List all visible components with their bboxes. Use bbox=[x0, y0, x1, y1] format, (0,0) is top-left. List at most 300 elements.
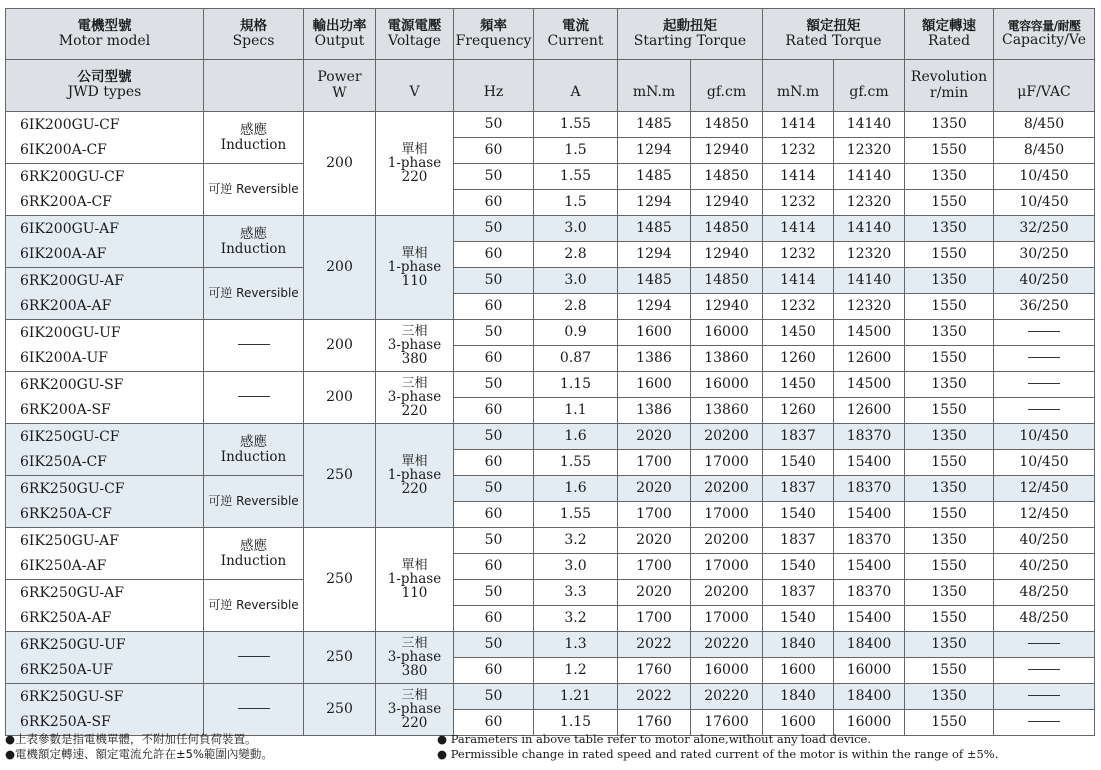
dash-mark bbox=[238, 396, 270, 397]
model-number: 6RK250A-SF bbox=[20, 713, 111, 730]
model-number: 6IK200GU-UF bbox=[20, 324, 121, 341]
motor-type-en: Induction bbox=[220, 240, 287, 257]
voltage-cell bbox=[376, 112, 454, 216]
voltage-zh: 三相 bbox=[401, 375, 428, 391]
starting-torque-mnm-cell: 1294 bbox=[618, 138, 691, 164]
rated-torque-mnm-cell: 1540 bbox=[763, 450, 834, 476]
header-frequency-unit: Hz bbox=[454, 60, 534, 112]
current-cell: 3.0 bbox=[534, 216, 618, 242]
current-cell: 1.6 bbox=[534, 476, 618, 502]
model-cell bbox=[6, 372, 204, 424]
voltage-zh: 三相 bbox=[401, 687, 428, 703]
rated-torque-gfcm-cell: 18370 bbox=[834, 580, 905, 606]
rated-torque-mnm-cell: 1232 bbox=[763, 190, 834, 216]
rated-speed-cell: 1550 bbox=[905, 554, 994, 580]
rated-torque-gfcm-cell: 12320 bbox=[834, 242, 905, 268]
model-number: 6IK200A-AF bbox=[20, 245, 107, 262]
starting-torque-gfcm-cell: 20200 bbox=[691, 424, 763, 450]
output-power-cell: 200 bbox=[304, 320, 376, 372]
voltage-cell bbox=[376, 216, 454, 320]
voltage-v: 220 bbox=[401, 168, 428, 185]
model-number: 6RK200GU-SF bbox=[20, 376, 124, 393]
frequency-cell: 50 bbox=[454, 268, 534, 294]
current-cell: 0.87 bbox=[534, 346, 618, 372]
starting-torque-gfcm-cell: 12940 bbox=[691, 138, 763, 164]
note-en-2: ● Permissible change in rated speed and rated current of the motor is within the range of ±5%. bbox=[437, 747, 999, 761]
starting-torque-mnm-cell: 1600 bbox=[618, 320, 691, 346]
rated-torque-gfcm-cell: 14500 bbox=[834, 372, 905, 398]
rated-torque-mnm-cell: 1414 bbox=[763, 112, 834, 138]
motor-type-en: Induction bbox=[220, 448, 287, 465]
rated-speed-cell: 1350 bbox=[905, 476, 994, 502]
current-cell: 1.21 bbox=[534, 684, 618, 710]
capacitor-cell bbox=[994, 710, 1095, 736]
rated-torque-mnm-cell: 1540 bbox=[763, 502, 834, 528]
output-power-cell: 200 bbox=[304, 216, 376, 320]
header-output: 輸出功率 Output bbox=[304, 9, 376, 60]
rated-torque-gfcm-cell: 18370 bbox=[834, 528, 905, 554]
output-power-cell: 250 bbox=[304, 632, 376, 684]
rated-torque-gfcm-cell: 18400 bbox=[834, 632, 905, 658]
capacitor-cell: 40/250 bbox=[994, 268, 1095, 294]
voltage-v: 380 bbox=[401, 662, 428, 679]
note-zh-2: ●電機額定轉速、額定電流允許在±5%範圍內變動。 bbox=[5, 747, 273, 761]
model-cell bbox=[6, 216, 204, 268]
model-number: 6IK250GU-CF bbox=[20, 428, 120, 445]
voltage-zh: 單相 bbox=[401, 245, 428, 261]
current-cell: 1.55 bbox=[534, 112, 618, 138]
table-row bbox=[6, 320, 1095, 346]
note-en-1: ● Parameters in above table refer to motor alone,without any load device. bbox=[437, 732, 871, 746]
current-cell: 2.8 bbox=[534, 242, 618, 268]
rated-torque-mnm-cell: 1840 bbox=[763, 684, 834, 710]
voltage-zh: 單相 bbox=[401, 141, 428, 157]
header-capacitor-unit: μF/VAC bbox=[994, 60, 1095, 112]
model-number: 6RK250A-UF bbox=[20, 661, 113, 678]
rated-torque-mnm-cell: 1232 bbox=[763, 242, 834, 268]
voltage-en: 1-phase bbox=[387, 467, 442, 484]
header-specs: 規格 Specs bbox=[204, 9, 304, 60]
rated-torque-gfcm-cell: 18400 bbox=[834, 684, 905, 710]
model-cell bbox=[6, 528, 204, 580]
model-number: 6RK250GU-AF bbox=[20, 584, 124, 601]
current-cell: 0.9 bbox=[534, 320, 618, 346]
starting-torque-gfcm-cell: 17000 bbox=[691, 554, 763, 580]
rated-torque-mnm-cell: 1232 bbox=[763, 294, 834, 320]
starting-torque-gfcm-cell: 14850 bbox=[691, 164, 763, 190]
current-cell: 3.3 bbox=[534, 580, 618, 606]
rated-torque-mnm-cell: 1260 bbox=[763, 398, 834, 424]
rated-torque-gfcm-cell: 12600 bbox=[834, 346, 905, 372]
capacitor-cell bbox=[994, 398, 1095, 424]
current-cell: 1.55 bbox=[534, 502, 618, 528]
rated-torque-mnm-cell: 1414 bbox=[763, 216, 834, 242]
starting-torque-gfcm-cell: 12940 bbox=[691, 242, 763, 268]
current-cell: 3.2 bbox=[534, 606, 618, 632]
starting-torque-mnm-cell: 1760 bbox=[618, 710, 691, 736]
rated-speed-cell: 1350 bbox=[905, 684, 994, 710]
rated-torque-gfcm-cell: 15400 bbox=[834, 450, 905, 476]
capacitor-cell: 8/450 bbox=[994, 138, 1095, 164]
dash-mark bbox=[1028, 357, 1060, 358]
frequency-cell: 60 bbox=[454, 450, 534, 476]
model-number: 6RK200GU-CF bbox=[20, 168, 125, 185]
rated-speed-cell: 1350 bbox=[905, 424, 994, 450]
voltage-en: 1-phase bbox=[387, 155, 442, 172]
note-zh-1: ●上表參數是指電機單體，不附加任何負荷裝置。 bbox=[5, 732, 257, 746]
frequency-cell: 60 bbox=[454, 138, 534, 164]
model-cell bbox=[6, 580, 204, 632]
starting-torque-mnm-cell: 1386 bbox=[618, 346, 691, 372]
voltage-en: 1-phase bbox=[387, 259, 442, 276]
capacitor-cell: 10/450 bbox=[994, 424, 1095, 450]
table-row bbox=[6, 112, 1095, 138]
frequency-cell: 50 bbox=[454, 164, 534, 190]
capacitor-cell: 8/450 bbox=[994, 112, 1095, 138]
starting-torque-gfcm-cell: 16000 bbox=[691, 658, 763, 684]
motor-type-cell bbox=[204, 632, 304, 684]
rated-speed-cell: 1550 bbox=[905, 138, 994, 164]
current-cell: 1.15 bbox=[534, 710, 618, 736]
rated-torque-mnm-cell: 1232 bbox=[763, 138, 834, 164]
header-rated-torque: 額定扭矩 Rated Torque bbox=[763, 9, 905, 60]
starting-torque-mnm-cell: 2022 bbox=[618, 632, 691, 658]
motor-type-cell bbox=[204, 268, 304, 320]
table-row bbox=[6, 164, 1095, 190]
rated-torque-mnm-cell: 1450 bbox=[763, 372, 834, 398]
header-frequency: 頻率 Frequency bbox=[454, 9, 534, 60]
motor-type-cell bbox=[204, 684, 304, 736]
rated-speed-cell: 1350 bbox=[905, 268, 994, 294]
current-cell: 3.0 bbox=[534, 554, 618, 580]
starting-torque-mnm-cell: 2020 bbox=[618, 528, 691, 554]
model-number: 6RK200GU-AF bbox=[20, 272, 124, 289]
rated-speed-cell: 1350 bbox=[905, 216, 994, 242]
dash-mark bbox=[1028, 331, 1060, 332]
header-starting-torque: 起動扭矩 Starting Torque bbox=[618, 9, 763, 60]
rated-speed-cell: 1550 bbox=[905, 346, 994, 372]
motor-type-label: 可逆 Reversible bbox=[208, 181, 299, 196]
current-cell: 1.5 bbox=[534, 190, 618, 216]
motor-type-zh: 感應 bbox=[240, 433, 267, 450]
starting-torque-mnm-cell: 1700 bbox=[618, 554, 691, 580]
voltage-en: 3-phase bbox=[387, 337, 442, 354]
motor-type-cell bbox=[204, 476, 304, 528]
model-cell bbox=[6, 684, 204, 736]
voltage-v: 220 bbox=[401, 402, 428, 419]
starting-torque-gfcm-cell: 20200 bbox=[691, 476, 763, 502]
rated-torque-mnm-cell: 1414 bbox=[763, 164, 834, 190]
model-number: 6IK250A-AF bbox=[20, 557, 107, 574]
output-power-cell: 250 bbox=[304, 528, 376, 632]
output-power-cell: 250 bbox=[304, 424, 376, 528]
dash-mark bbox=[1028, 695, 1060, 696]
starting-torque-mnm-cell: 1294 bbox=[618, 190, 691, 216]
rated-speed-cell: 1350 bbox=[905, 528, 994, 554]
table-body bbox=[6, 112, 1095, 736]
motor-type-label: 可逆 Reversible bbox=[208, 285, 299, 300]
motor-type-zh: 感應 bbox=[240, 121, 267, 138]
voltage-cell bbox=[376, 632, 454, 684]
dash-mark bbox=[238, 344, 270, 345]
motor-type-cell bbox=[204, 528, 304, 580]
starting-torque-mnm-cell: 1485 bbox=[618, 268, 691, 294]
voltage-zh: 三相 bbox=[401, 635, 428, 651]
dash-mark bbox=[238, 708, 270, 709]
model-cell bbox=[6, 320, 204, 372]
frequency-cell: 50 bbox=[454, 684, 534, 710]
table-row bbox=[6, 632, 1095, 658]
motor-spec-table bbox=[5, 8, 1095, 736]
voltage-cell bbox=[376, 528, 454, 632]
rated-torque-gfcm-cell: 15400 bbox=[834, 502, 905, 528]
model-number: 6IK200GU-CF bbox=[20, 116, 120, 133]
rated-speed-cell: 1550 bbox=[905, 294, 994, 320]
rated-torque-mnm-cell: 1260 bbox=[763, 346, 834, 372]
model-cell bbox=[6, 164, 204, 216]
header-current: 電流 Current bbox=[534, 9, 618, 60]
rated-torque-gfcm-cell: 12320 bbox=[834, 294, 905, 320]
starting-torque-mnm-cell: 1760 bbox=[618, 658, 691, 684]
starting-torque-mnm-cell: 1485 bbox=[618, 216, 691, 242]
header-specs-blank bbox=[204, 60, 304, 112]
starting-torque-gfcm-cell: 13860 bbox=[691, 346, 763, 372]
capacitor-cell: 12/450 bbox=[994, 502, 1095, 528]
frequency-cell: 60 bbox=[454, 658, 534, 684]
motor-type-en: Induction bbox=[220, 552, 287, 569]
starting-torque-mnm-cell: 1485 bbox=[618, 164, 691, 190]
motor-type-cell bbox=[204, 112, 304, 164]
rated-torque-gfcm-cell: 14500 bbox=[834, 320, 905, 346]
motor-type-cell bbox=[204, 216, 304, 268]
frequency-cell: 60 bbox=[454, 346, 534, 372]
header-starting-torque-gfcm: gf.cm bbox=[691, 60, 763, 112]
model-number: 6IK250A-CF bbox=[20, 453, 107, 470]
current-cell: 1.55 bbox=[534, 450, 618, 476]
header-rated-torque-mnm: mN.m bbox=[763, 60, 834, 112]
dash-mark bbox=[238, 656, 270, 657]
current-cell: 3.2 bbox=[534, 528, 618, 554]
current-cell: 1.3 bbox=[534, 632, 618, 658]
motor-type-cell bbox=[204, 320, 304, 372]
starting-torque-gfcm-cell: 17000 bbox=[691, 502, 763, 528]
motor-type-en: Induction bbox=[220, 136, 287, 153]
header-starting-torque-mnm: mN.m bbox=[618, 60, 691, 112]
voltage-en: 3-phase bbox=[387, 701, 442, 718]
capacitor-cell: 40/250 bbox=[994, 528, 1095, 554]
starting-torque-mnm-cell: 1700 bbox=[618, 502, 691, 528]
header-current-unit: A bbox=[534, 60, 618, 112]
rated-speed-cell: 1350 bbox=[905, 632, 994, 658]
starting-torque-mnm-cell: 1294 bbox=[618, 294, 691, 320]
rated-speed-cell: 1550 bbox=[905, 606, 994, 632]
header-voltage-unit: V bbox=[376, 60, 454, 112]
header-rated-speed-unit: Revolution r/min bbox=[905, 60, 994, 112]
rated-torque-gfcm-cell: 14140 bbox=[834, 216, 905, 242]
starting-torque-mnm-cell: 1700 bbox=[618, 606, 691, 632]
voltage-en: 3-phase bbox=[387, 389, 442, 406]
header-voltage: 電源電壓 Voltage bbox=[376, 9, 454, 60]
starting-torque-gfcm-cell: 14850 bbox=[691, 268, 763, 294]
table-row bbox=[6, 528, 1095, 554]
output-power-cell: 200 bbox=[304, 112, 376, 216]
frequency-cell: 50 bbox=[454, 424, 534, 450]
starting-torque-mnm-cell: 1485 bbox=[618, 112, 691, 138]
output-power-cell: 250 bbox=[304, 684, 376, 736]
frequency-cell: 50 bbox=[454, 112, 534, 138]
rated-torque-gfcm-cell: 14140 bbox=[834, 268, 905, 294]
starting-torque-gfcm-cell: 20220 bbox=[691, 632, 763, 658]
rated-speed-cell: 1550 bbox=[905, 658, 994, 684]
table-header bbox=[6, 9, 1095, 112]
table-row bbox=[6, 684, 1095, 710]
rated-speed-cell: 1550 bbox=[905, 502, 994, 528]
model-number: 6IK250GU-AF bbox=[20, 532, 119, 549]
motor-type-cell bbox=[204, 372, 304, 424]
frequency-cell: 50 bbox=[454, 476, 534, 502]
rated-torque-mnm-cell: 1540 bbox=[763, 606, 834, 632]
model-cell bbox=[6, 476, 204, 528]
frequency-cell: 50 bbox=[454, 320, 534, 346]
rated-torque-gfcm-cell: 15400 bbox=[834, 554, 905, 580]
rated-torque-gfcm-cell: 12320 bbox=[834, 138, 905, 164]
starting-torque-mnm-cell: 2020 bbox=[618, 580, 691, 606]
starting-torque-gfcm-cell: 13860 bbox=[691, 398, 763, 424]
rated-torque-mnm-cell: 1450 bbox=[763, 320, 834, 346]
starting-torque-mnm-cell: 1386 bbox=[618, 398, 691, 424]
starting-torque-mnm-cell: 2020 bbox=[618, 424, 691, 450]
voltage-cell bbox=[376, 424, 454, 528]
rated-torque-gfcm-cell: 14140 bbox=[834, 164, 905, 190]
dash-mark bbox=[1028, 383, 1060, 384]
starting-torque-gfcm-cell: 20220 bbox=[691, 684, 763, 710]
rated-torque-mnm-cell: 1840 bbox=[763, 632, 834, 658]
voltage-zh: 三相 bbox=[401, 323, 428, 339]
rated-speed-cell: 1350 bbox=[905, 112, 994, 138]
header-capacitor: 電容容量/耐壓 Capacity/Ve bbox=[994, 9, 1095, 60]
model-number: 6RK200A-CF bbox=[20, 193, 112, 210]
starting-torque-gfcm-cell: 17000 bbox=[691, 450, 763, 476]
rated-torque-gfcm-cell: 12600 bbox=[834, 398, 905, 424]
rated-torque-mnm-cell: 1414 bbox=[763, 268, 834, 294]
voltage-en: 1-phase bbox=[387, 571, 442, 588]
starting-torque-gfcm-cell: 16000 bbox=[691, 320, 763, 346]
frequency-cell: 60 bbox=[454, 554, 534, 580]
voltage-zh: 單相 bbox=[401, 557, 428, 573]
model-number: 6RK200A-AF bbox=[20, 297, 112, 314]
frequency-cell: 60 bbox=[454, 606, 534, 632]
header-rated-speed: 額定轉速 Rated bbox=[905, 9, 994, 60]
starting-torque-gfcm-cell: 16000 bbox=[691, 372, 763, 398]
model-number: 6IK200A-UF bbox=[20, 349, 108, 366]
header-model: 電機型號 Motor model bbox=[6, 9, 204, 60]
frequency-cell: 60 bbox=[454, 398, 534, 424]
header-company-type: 公司型號 JWD types bbox=[6, 60, 204, 112]
starting-torque-gfcm-cell: 20200 bbox=[691, 528, 763, 554]
model-cell bbox=[6, 632, 204, 684]
rated-torque-gfcm-cell: 18370 bbox=[834, 424, 905, 450]
model-number: 6RK250GU-UF bbox=[20, 636, 126, 653]
starting-torque-mnm-cell: 1700 bbox=[618, 450, 691, 476]
frequency-cell: 50 bbox=[454, 632, 534, 658]
current-cell: 1.55 bbox=[534, 164, 618, 190]
rated-torque-gfcm-cell: 16000 bbox=[834, 658, 905, 684]
starting-torque-gfcm-cell: 12940 bbox=[691, 294, 763, 320]
voltage-cell bbox=[376, 320, 454, 372]
voltage-v: 220 bbox=[401, 480, 428, 497]
header-rated-torque-gfcm: gf.cm bbox=[834, 60, 905, 112]
rated-torque-gfcm-cell: 16000 bbox=[834, 710, 905, 736]
starting-torque-gfcm-cell: 12940 bbox=[691, 190, 763, 216]
model-number: 6RK250A-CF bbox=[20, 505, 112, 522]
frequency-cell: 60 bbox=[454, 502, 534, 528]
notes-zh bbox=[5, 732, 273, 762]
dash-mark bbox=[1028, 721, 1060, 722]
rated-speed-cell: 1550 bbox=[905, 710, 994, 736]
capacitor-cell: 48/250 bbox=[994, 606, 1095, 632]
rated-torque-gfcm-cell: 15400 bbox=[834, 606, 905, 632]
rated-torque-gfcm-cell: 18370 bbox=[834, 476, 905, 502]
rated-speed-cell: 1550 bbox=[905, 242, 994, 268]
rated-torque-mnm-cell: 1837 bbox=[763, 580, 834, 606]
rated-speed-cell: 1350 bbox=[905, 164, 994, 190]
capacitor-cell bbox=[994, 372, 1095, 398]
rated-speed-cell: 1350 bbox=[905, 320, 994, 346]
capacitor-cell: 12/450 bbox=[994, 476, 1095, 502]
starting-torque-gfcm-cell: 14850 bbox=[691, 216, 763, 242]
voltage-v: 110 bbox=[401, 272, 428, 289]
starting-torque-gfcm-cell: 17600 bbox=[691, 710, 763, 736]
capacitor-cell bbox=[994, 632, 1095, 658]
model-number: 6RK250GU-SF bbox=[20, 688, 124, 705]
table-row bbox=[6, 476, 1095, 502]
rated-speed-cell: 1550 bbox=[905, 398, 994, 424]
motor-type-cell bbox=[204, 164, 304, 216]
frequency-cell: 50 bbox=[454, 580, 534, 606]
current-cell: 1.1 bbox=[534, 398, 618, 424]
table-row bbox=[6, 424, 1095, 450]
capacitor-cell: 10/450 bbox=[994, 190, 1095, 216]
capacitor-cell bbox=[994, 320, 1095, 346]
motor-type-label: 可逆 Reversible bbox=[208, 597, 299, 612]
current-cell: 1.6 bbox=[534, 424, 618, 450]
dash-mark bbox=[1028, 409, 1060, 410]
model-number: 6IK200GU-AF bbox=[20, 220, 119, 237]
voltage-v: 380 bbox=[401, 350, 428, 367]
model-number: 6RK250A-AF bbox=[20, 609, 112, 626]
model-number: 6IK200A-CF bbox=[20, 141, 107, 158]
capacitor-cell: 48/250 bbox=[994, 580, 1095, 606]
rated-speed-cell: 1550 bbox=[905, 450, 994, 476]
output-power-cell: 200 bbox=[304, 372, 376, 424]
table-row bbox=[6, 268, 1095, 294]
starting-torque-mnm-cell: 1600 bbox=[618, 372, 691, 398]
frequency-cell: 60 bbox=[454, 242, 534, 268]
table-row bbox=[6, 372, 1095, 398]
rated-speed-cell: 1350 bbox=[905, 580, 994, 606]
table-row bbox=[6, 216, 1095, 242]
rated-torque-mnm-cell: 1540 bbox=[763, 554, 834, 580]
rated-torque-mnm-cell: 1600 bbox=[763, 710, 834, 736]
header-output-unit: Power W bbox=[304, 60, 376, 112]
frequency-cell: 50 bbox=[454, 528, 534, 554]
rated-torque-mnm-cell: 1837 bbox=[763, 528, 834, 554]
rated-torque-mnm-cell: 1837 bbox=[763, 476, 834, 502]
current-cell: 1.5 bbox=[534, 138, 618, 164]
starting-torque-gfcm-cell: 20200 bbox=[691, 580, 763, 606]
capacitor-cell: 10/450 bbox=[994, 450, 1095, 476]
voltage-cell bbox=[376, 372, 454, 424]
